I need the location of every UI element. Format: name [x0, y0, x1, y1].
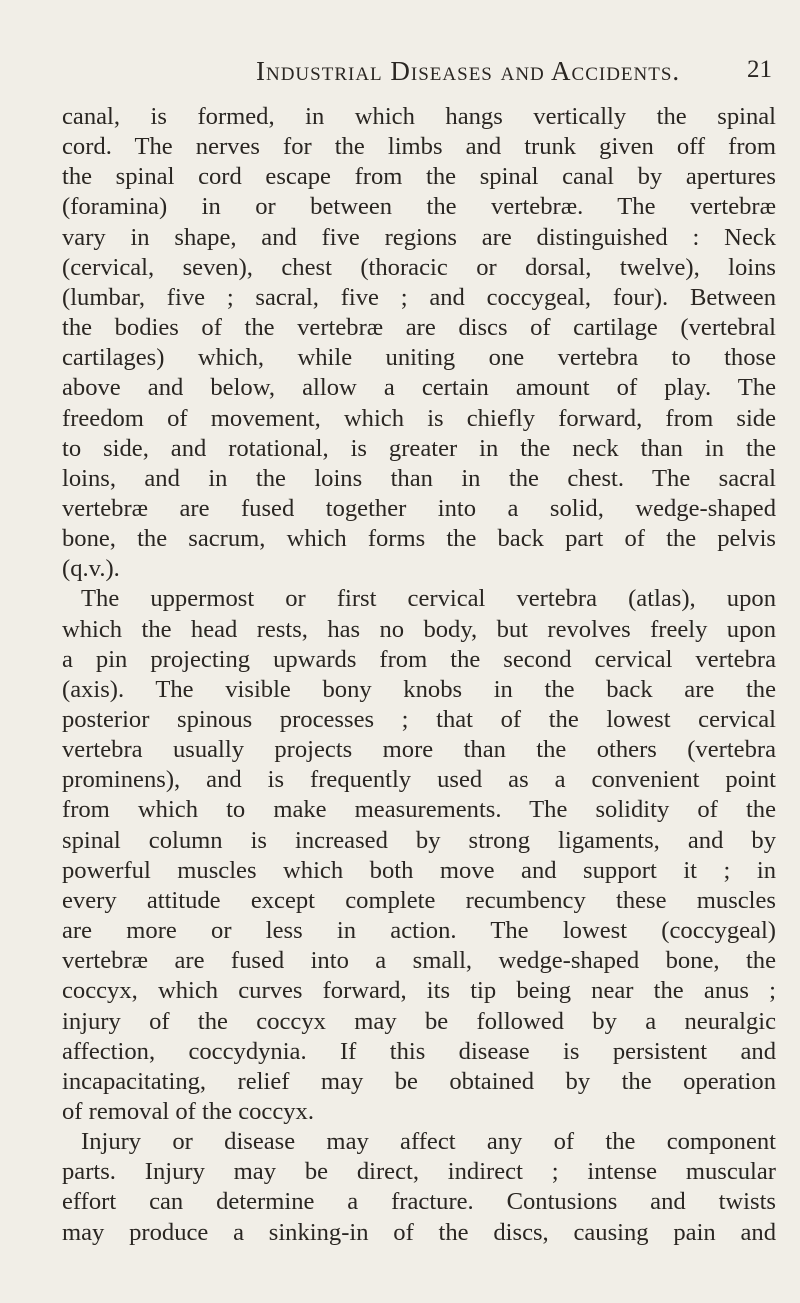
- text-line: parts. Injury may be direct, indirect ; intense muscular: [62, 1158, 776, 1186]
- page-number: 21: [747, 56, 772, 83]
- text-line: bone, the sacrum, which forms the back part of the pelvis: [62, 525, 776, 553]
- text-line: above and below, allow a certain amount of play. The: [62, 374, 776, 402]
- text-line: vertebræ are fused together into a solid, wedge-shaped: [62, 494, 776, 522]
- text-line: of removal of the coccyx.: [62, 1097, 314, 1125]
- text-line: from which to make measurements. The solidity of the: [62, 796, 776, 824]
- text-line: (axis). The visible bony knobs in the back are the: [62, 675, 776, 703]
- text-line: vertebra usually projects more than the others (vertebra: [62, 736, 776, 764]
- text-line: cartilages) which, while uniting one vertebra to those: [62, 344, 776, 372]
- text-line: vary in shape, and five regions are distinguished : Neck: [62, 223, 776, 251]
- text-line: every attitude except complete recumbency these muscles: [62, 886, 776, 914]
- text-line: (q.v.).: [62, 555, 120, 583]
- text-line: posterior spinous processes ; that of the lowest cervical: [62, 706, 776, 733]
- text-line: loins, and in the loins than in the chest. The sacral: [62, 464, 776, 492]
- running-head: [256, 56, 776, 90]
- text-line: Injury or disease may affect any of the component: [81, 1128, 776, 1156]
- text-line: The uppermost or first cervical vertebra (atlas), upon: [81, 585, 776, 613]
- text-line: prominens), and is frequently used as a convenient point: [62, 766, 776, 794]
- text-line: injury of the coccyx may be followed by a neuralgic: [62, 1007, 776, 1035]
- text-line: canal, is formed, in which hangs vertically the spinal: [62, 103, 776, 130]
- text-line: a pin projecting upwards from the second cervical vertebra: [62, 645, 776, 673]
- text-line: (foramina) in or between the vertebræ. The vertebræ: [62, 193, 776, 221]
- text-line: cord. The nerves for the limbs and trunk given off from: [62, 133, 776, 161]
- text-line: incapacitating, relief may be obtained by the operation: [62, 1067, 776, 1095]
- text-line: powerful muscles which both move and support it ; in: [62, 856, 776, 884]
- text-line: which the head rests, has no body, but revolves freely upon: [62, 615, 776, 643]
- text-line: the spinal cord escape from the spinal canal by apertures: [62, 163, 776, 191]
- text-line: spinal column is increased by strong ligaments, and by: [62, 826, 776, 854]
- text-line: freedom of movement, which is chiefly forward, from side: [62, 404, 776, 432]
- text-line: vertebræ are fused into a small, wedge-shaped bone, the: [62, 947, 776, 975]
- text-line: (cervical, seven), chest (thoracic or dorsal, twelve), loins: [62, 253, 776, 281]
- text-line: coccyx, which curves forward, its tip being near the anus ;: [62, 977, 776, 1005]
- text-line: affection, coccydynia. If this disease is persistent and: [62, 1037, 776, 1065]
- text-line: the bodies of the vertebræ are discs of cartilage (vertebral: [62, 314, 776, 342]
- text-line: may produce a sinking-in of the discs, causing pain and: [62, 1218, 776, 1246]
- text-line: to side, and rotational, is greater in the neck than in the: [62, 434, 776, 462]
- text-line: (lumbar, five ; sacral, five ; and coccygeal, four). Between: [62, 283, 776, 311]
- running-head-title: Industrial Diseases and Accidents.: [256, 56, 681, 86]
- text-line: are more or less in action. The lowest (coccygeal): [62, 917, 776, 945]
- text-line: effort can determine a fracture. Contusions and twists: [62, 1188, 776, 1216]
